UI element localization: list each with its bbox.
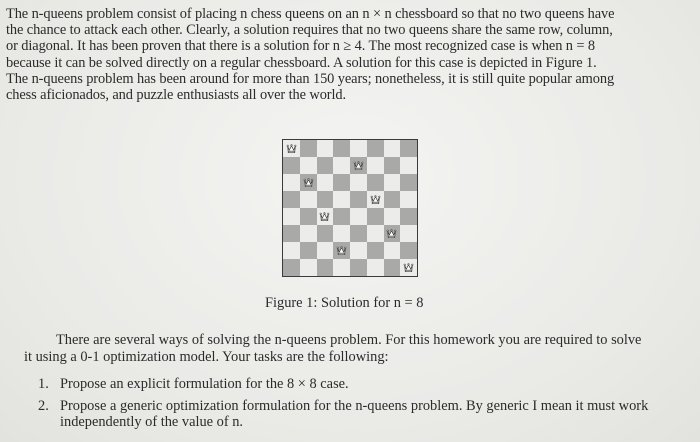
board-square <box>350 140 367 157</box>
board-square <box>283 157 300 174</box>
board-square <box>367 140 384 157</box>
board-square <box>400 191 417 208</box>
chess-queen-icon <box>350 157 367 174</box>
task-list <box>38 376 688 436</box>
board-square <box>283 174 300 191</box>
board-square <box>384 242 401 259</box>
board-square <box>384 174 401 191</box>
task-number: 1. <box>38 376 49 392</box>
chessboard-figure <box>282 139 418 277</box>
board-square <box>367 191 384 208</box>
intro-line-5: The n-queens problem has been around for more than 150 years; nonetheless, it is still quite popular among <box>6 70 615 87</box>
board-square <box>367 174 384 191</box>
board-square <box>333 191 350 208</box>
board-square <box>350 174 367 191</box>
homework-line-2: it using a 0-1 optimization model. Your tasks are the following: <box>24 348 389 365</box>
board-square <box>350 259 367 276</box>
board-square <box>400 242 417 259</box>
board-square <box>317 242 334 259</box>
board-square <box>300 140 317 157</box>
chess-queen-icon <box>400 259 417 276</box>
board-square <box>283 259 300 276</box>
board-square <box>400 259 417 276</box>
board-square <box>317 259 334 276</box>
board-square <box>300 242 317 259</box>
board-square <box>350 191 367 208</box>
board-square <box>400 157 417 174</box>
board-square <box>400 174 417 191</box>
board-square <box>333 174 350 191</box>
board-square <box>333 242 350 259</box>
chess-queen-icon <box>317 208 334 225</box>
board-square <box>283 242 300 259</box>
board-square <box>317 191 334 208</box>
board-square <box>333 225 350 242</box>
chess-queen-icon <box>384 225 401 242</box>
board-square <box>300 191 317 208</box>
board-square <box>317 225 334 242</box>
board-square <box>333 208 350 225</box>
homework-line-1: There are several ways of solving the n-queens problem. For this homework you are required to solve <box>56 332 642 348</box>
intro-paragraph <box>6 6 696 103</box>
board-square <box>317 174 334 191</box>
board-square <box>384 259 401 276</box>
board-square <box>384 157 401 174</box>
board-square <box>300 208 317 225</box>
board-square <box>400 208 417 225</box>
board-square <box>400 140 417 157</box>
board-square <box>384 191 401 208</box>
board-square <box>350 242 367 259</box>
homework-paragraph <box>24 332 684 365</box>
board-square <box>283 208 300 225</box>
intro-line-6: chess aficionados, and puzzle enthusiasts all over the world. <box>6 87 346 104</box>
board-square <box>400 225 417 242</box>
chess-queen-icon <box>367 191 384 208</box>
board-square <box>367 208 384 225</box>
board-square <box>300 174 317 191</box>
figure-caption: Figure 1: Solution for n = 8 <box>265 295 424 311</box>
board-square <box>317 140 334 157</box>
intro-line-2: the chance to attack each other. Clearly, a solution requires that no two queens share the same row, column, <box>6 22 613 39</box>
board-square <box>384 208 401 225</box>
board-square <box>283 191 300 208</box>
list-item <box>38 398 688 430</box>
board-square <box>367 259 384 276</box>
board-square <box>384 140 401 157</box>
board-square <box>350 157 367 174</box>
board-square <box>350 225 367 242</box>
task-text: Propose a generic optimization formulation for the n-queens problem. By generic I mean it must work independently of the value of n. <box>60 398 649 430</box>
board-square <box>350 208 367 225</box>
task-text: Propose an explicit formulation for the 8 × 8 case. <box>60 376 349 392</box>
board-square <box>317 157 334 174</box>
intro-line-4: because it can be solved directly on a regular chessboard. A solution for this case is depicted in Figure 1. <box>6 54 597 71</box>
board-square <box>283 140 300 157</box>
board-square <box>333 140 350 157</box>
board-square <box>333 157 350 174</box>
board-square <box>300 259 317 276</box>
board-square <box>300 157 317 174</box>
board-square <box>367 157 384 174</box>
board-square <box>333 259 350 276</box>
chess-queen-icon <box>300 174 317 191</box>
chess-queen-icon <box>283 140 300 157</box>
board-square <box>283 225 300 242</box>
board-square <box>317 208 334 225</box>
chess-queen-icon <box>333 242 350 259</box>
list-item <box>38 376 688 392</box>
board-square <box>384 225 401 242</box>
intro-line-1: The n-queens problem consist of placing n chess queens on an n × n chessboard so that no two queens have <box>6 6 615 22</box>
task-number: 2. <box>38 398 49 414</box>
board-square <box>367 225 384 242</box>
board-square <box>367 242 384 259</box>
intro-line-3: or diagonal. It has been proven that there is a solution for n ≥ 4. The most recognized case is when n = 8 <box>6 38 596 55</box>
board-square <box>300 225 317 242</box>
